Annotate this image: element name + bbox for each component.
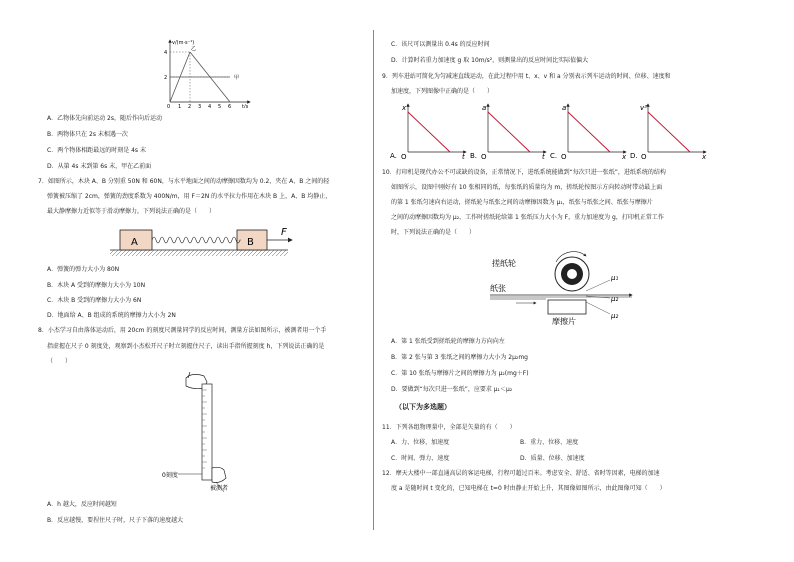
q7-option-c: C．木块 B 受到的摩擦力大小为 6N [47,297,142,304]
zero-mark-label: 0刻度 [162,472,178,479]
vt-xtick: 4 [208,104,212,108]
q9-c-ylabel: a [562,104,567,112]
q10-option-c: C．第 10 张纸与摩擦片之间的摩擦力为 μ₂(mg＋F) [391,370,529,377]
q8-stem-line: 指虚握在尺子 0 刻度处，观察到小杰松开尺子时立刻握住尺子，读出手指所握刻度 h，下列说法正确的是 [47,343,325,350]
vt-xtick: 2 [188,104,192,108]
vt-xtick: 6 [228,104,232,108]
q9-b-origin: O [481,153,487,160]
q7-stem-line: 7．如图所示，木块 A、B 分别重 50N 和 60N，与水平地面之间的动摩擦因数均为 0.2，夹在 A、B 之间的轻 [38,178,330,185]
q7-option-a: A．弹簧的弹力大小为 80N [47,266,120,273]
q8-option-b: B．反应越慢，要捏住尺子时，尺子下落的速度越大 [47,517,184,524]
q10-stem-line: 的第 1 张纸匀速向右运动，搓纸轮与纸张之间的动摩擦因数为 μ₁，纸张与纸张之间、纸张与摩擦片 [391,199,653,206]
q10-option-b: B．第 2 张与第 3 张纸之间的摩擦力大小为 2μ₂mg [391,354,528,361]
vt-ytick: 2 [164,75,168,81]
q7-option-b: B．木块 A 受到的摩擦力大小为 10N [47,282,146,289]
q8-option-d: D．计算时若重力加速度 g 取 10m/s²，则测量出的反应时间比实际值偏大 [391,57,589,64]
q9-graph-d [630,100,710,160]
vt-xtick: 1 [178,104,182,108]
q6-option-b: B．两物体只在 2s 末相遇一次 [47,131,128,138]
q10-stem-line: 如图所示，设图中刚好有 10 张相同的纸，每张纸的质量均为 m，搓纸轮按图示方向转动时带动最上面 [391,184,663,191]
vt-label-jia: 甲 [234,75,240,81]
vt-label-yi: 乙 [191,46,197,52]
vt-ylabel: v/(m·s⁻¹) [172,40,195,46]
vt-xtick: 3 [198,104,202,108]
q10-stem-line: 之间的动摩擦因数均为 μ₂，工作时搓纸轮给第 1 张纸压力大小为 F，重力加速度为 g，打印机正常工作 [391,214,664,221]
block-b-label: B [247,237,254,248]
q9-a-ylabel: x [402,104,407,112]
q8-option-a: A．h 越大，反应时间越短 [47,501,117,508]
force-f-label: F [281,227,287,238]
q9-graph-a [390,100,470,160]
q11-stem: 11．下列各组物理量中，全部是矢量的有（ ） [382,424,516,431]
mu1-label: μ₁ [611,274,619,282]
q7-stem-line: 弹簧被压缩了 2cm，弹簧的劲度系数为 400N/m，用 F＝2N 的水平拉力作用在木块 B 上，A、B 均静止， [47,193,332,200]
mu2-label: μ₂ [611,312,619,320]
q10-option-a: A．第 1 张纸受到搓纸轮的摩擦力方向向左 [391,338,505,345]
q6-option-c: C．两个物体相距最远的时刻是 4s 末 [47,147,146,154]
q8-stem-line: 8．小杰学习自由落体运动后，用 20cm 的刻度尺测量同学的反应时间，测量方法如图所示，被测者用一个手 [38,327,327,334]
q9-d-option-label: D. [630,152,638,160]
q9-graph-b [470,100,550,160]
q6-option-d: D．从第 4s 末到第 6s 末，甲在乙前面 [47,163,152,170]
q9-stem-line: 9．列车进站可简化为匀减速直线运动，在此过程中用 t、x、v 和 a 分别表示列车运动的时间、位移、速度和 [382,73,671,80]
vt-ytick: 4 [164,50,168,56]
q9-c-option-label: C. [550,152,558,160]
q9-stem-line: 加速度，下列图像中正确的是（ ） [391,88,494,95]
block-a-label: A [131,237,138,248]
q10-stem-line: 10．打印机是现代办公不可或缺的设备，正常情况下，进纸系统能做到“每次只进一张纸”，进纸系统的结构 [382,169,666,176]
q7-spring-figure [110,226,300,260]
q9-b-option-label: B. [470,152,478,160]
mu2-label: μ₂ [611,295,619,303]
q9-a-xlabel: t [462,153,465,160]
q8-stem-line: （ ） [47,358,72,365]
paper-label: 纸张 [490,284,506,293]
q7-stem-line: 最大静摩擦力近似等于滑动摩擦力，下列说法正确的是（ ） [47,208,216,215]
q9-a-origin: O [401,153,407,160]
vt-xlabel: t/s [242,104,249,108]
q11-option-d: D．质量、位移、加速度 [520,455,585,462]
q6-option-a: A．乙物体先向前运动 2s，随后作向后运动 [47,115,162,122]
q11-option-a: A．力、位移、加速度 [391,439,450,446]
q9-d-ylabel: v² [640,104,647,112]
q12-stem-line: 度 a 是随时间 t 变化的，已知电梯在 t=0 时由静止开始上升，其图像如图所示，由此图像可知（ ） [391,485,666,492]
q12-stem-line: 12．摩天大楼中一部直通高层的客运电梯，行程可超过百米。考虑安全、舒适、省时等因素，电梯的加速 [382,470,660,477]
q10-option-d: D．要做到“每次只进一张纸”，应要求 μ₁＜μ₂ [391,386,513,393]
pad-label: 摩擦片 [552,317,576,326]
roller-label: 搓纸轮 [492,259,516,268]
q9-c-xlabel: x [622,153,627,160]
q7-option-d: D．地面给 A、B 组成的系统的摩擦力大小为 2N [47,312,176,319]
vt-graph [150,36,255,108]
q9-b-xlabel: t [542,153,545,160]
vt-xtick: 0 [167,104,171,108]
q10-printer-figure [486,248,636,326]
q10-stem-line: 时，下列说法正确的是（ ） [391,229,476,236]
q9-d-origin: O [641,153,647,160]
q8-ruler-figure [160,372,250,494]
q11-option-b: B．重力、位移、速度 [520,439,579,446]
multi-choice-header: （以下为多选题） [395,403,451,411]
q11-option-c: C．时间、弹力、速度 [391,455,450,462]
q9-graph-c [550,100,630,160]
q9-b-ylabel: a [482,104,487,112]
vt-xtick: 5 [218,104,222,108]
tested-person-label: 被测者 [210,485,229,492]
q8-option-c: C．该尺可以测量出 0.4s 的反应时间 [391,41,490,48]
q9-c-origin: O [561,153,567,160]
q9-a-option-label: A. [390,152,397,160]
column-divider [373,30,374,530]
q9-d-xlabel: x [702,153,707,160]
